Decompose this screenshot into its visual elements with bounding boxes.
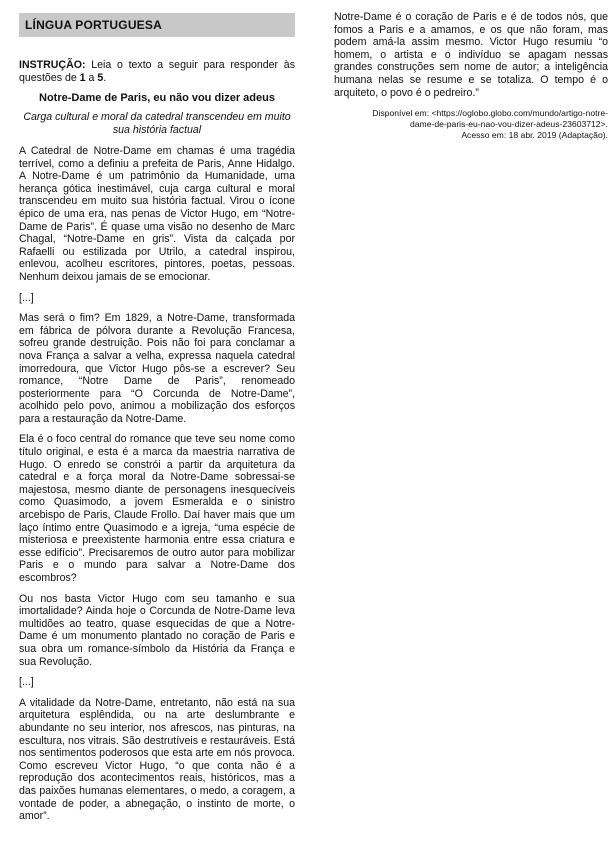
- instruction-text: Leia o texto a seguir para responder às questões de: [19, 59, 295, 84]
- article-subtitle: Carga cultural e moral da catedral transcendeu em muito sua história factual: [23, 111, 291, 136]
- ellipsis-marker: [...]: [19, 676, 34, 689]
- section-title: LÍNGUA PORTUGUESA: [19, 13, 295, 37]
- paragraph: Notre-Dame é o coração de Paris e é de todos nós, que fomos a Paris e a amamos, e os que não foram, mas podem amá-la assim mesmo. Victor Hugo resumiu “o homem, o artista e o indivíduo se apagam nessas grandes construções sem nome de autor; a inteligência humana nelas se resume e se totaliza. O tempo é o arquiteto, o povo é o pedreiro.”: [334, 11, 608, 99]
- right-column: [334, 11, 608, 141]
- source-line: dame-de-paris-eu-nao-vou-dizer-adeus-23603712>.: [409, 119, 608, 130]
- article-title: Notre-Dame de Paris, eu não vou dizer adeus: [39, 92, 275, 104]
- instruction-mid: a: [85, 72, 98, 84]
- question-end: 5: [97, 72, 104, 84]
- source-citation: [334, 108, 608, 141]
- instruction-end: .: [103, 72, 107, 84]
- paragraph: Ela é o foco central do romance que teve seu nome como título original, e esta é a marca da maestria narrativa de Hugo. O enredo se constrói a partir da arquitetura da catedral e a força moral da Notre-Dame sobressai-se majestosa, mesmo diante de personagens inesquecíveis como Quasimodo, a jovem Esmeralda e o sinistro arcebispo de Paris, Claude Frollo. Daí haver mais que um laço íntimo entre Quasimodo e a igreja, “uma espécie de misteriosa e preexistente harmonia entre essa criatura e esse edifício”. Precisaremos de outro autor para mobilizar Paris e o mundo para salvar a Notre-Dame dos escombros?: [19, 433, 295, 584]
- source-line: Disponível em: <https://oglobo.globo.com/mundo/artigo-notre-: [372, 108, 608, 119]
- instruction: [19, 59, 295, 85]
- instruction-label: INSTRUÇÃO:: [19, 59, 86, 71]
- article-body: [19, 145, 295, 823]
- ellipsis-marker: [...]: [19, 291, 34, 304]
- paragraph: Mas será o fim? Em 1829, a Notre-Dame, transformada em fábrica de pólvora durante a Revolução Francesa, sofreu grande destruição. Pois não foi para conclamar a nova França a salvar a velha, expressa naquela catedral imorredoura, que Victor Hugo pôs-se a escrever? Seu romance, “Notre Dame de Paris”, renomeado posteriormente para “O Corcunda de Notre-Dame”, acolhido pelo povo, animou a mobilização dos esforços para a restauração da Notre-Dame.: [19, 312, 295, 425]
- paragraph: A vitalidade da Notre-Dame, entretanto, não está na sua arquitetura esplêndida, ou na arte deslumbrante e abundante no seu interior, nos afrescos, nas pinturas, na escultura, nos vitrais. São destrutíveis e restauráveis. Está nos sentimentos poderosos que esta arte em nós provoca. Como escreveu Victor Hugo, “o que conta não é a reprodução dos acontecimentos reais, históricos, mas a das paixões humanas elementares, o medo, a coragem, a vontade de poder, a abnegação, o instinto de morte, o amor”.: [19, 696, 295, 823]
- left-column: [19, 13, 295, 831]
- paragraph: A Catedral de Notre-Dame em chamas é uma tragédia terrível, como a definiu a prefeita de Paris, Anne Hidalgo. A Notre-Dame é um patrimônio da Humanidade, uma herança gótica inestimável, cuja carga cultural e moral transcendeu em muito sua história factual. Virou o ícone épico de uma era, nas penas de Victor Hugo, em “Notre-Dame de Paris”. É quase uma visão no desenho de Marc Chagal, “Notre-Dame en gris”. Vista da calçada por Rafaelli ou estilizada por Utrilo, a catedral inspirou, enlevou, acolheu escritores, pintores, poetas, pessoas. Nenhum deixou jamais de se emocionar.: [19, 145, 295, 283]
- question-start: 1: [79, 72, 86, 84]
- access-date: Acesso em: 18 abr. 2019 (Adaptação).: [461, 130, 608, 141]
- paragraph: Ou nos basta Victor Hugo com seu tamanho e sua imortalidade? Ainda hoje o Corcunda de Notre-Dame leva multidões ao teatro, quase esquecidas de que a Notre-Dame é um monumento plantado no coração de Paris e sua obra um romance-símbolo da História da França e sua Revolução.: [19, 592, 295, 668]
